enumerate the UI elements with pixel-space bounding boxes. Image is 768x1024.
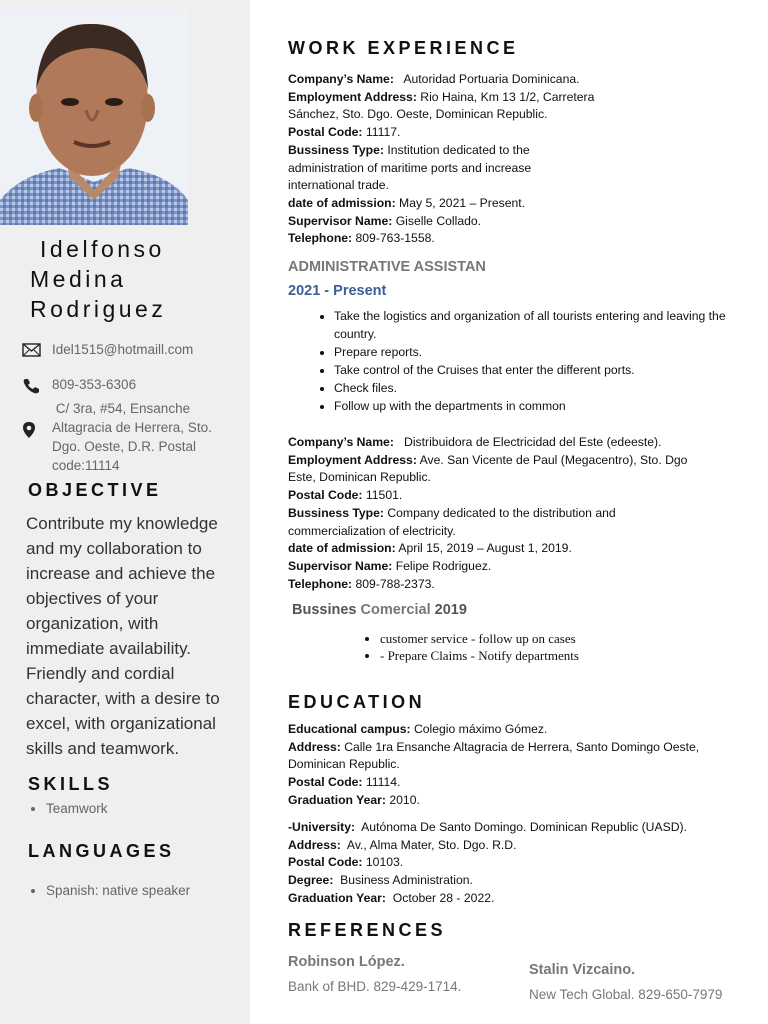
detail-line: date of admission: May 5, 2021 – Present. bbox=[288, 195, 526, 210]
list-item: • Teamwork bbox=[46, 801, 108, 816]
job-2-role: Bussines Comercial 2019 bbox=[292, 602, 467, 618]
list-item: • Spanish: native speaker bbox=[46, 883, 190, 898]
detail-line: Employment Address: Ave. San Vicente de Paul (Megacentro), Sto. Dgo bbox=[288, 452, 688, 467]
detail-line: international trade. bbox=[288, 178, 389, 193]
job-1-period: 2021 - Present bbox=[288, 283, 387, 299]
objective-heading: OBJECTIVE bbox=[28, 480, 162, 500]
address-line: code:11114 bbox=[52, 458, 120, 473]
list-item: • Take control of the Cruises that enter the different ports. bbox=[334, 361, 734, 379]
detail-line: Postal Code: 11114. bbox=[288, 775, 401, 790]
name-line-1: Idelfonso bbox=[40, 236, 165, 262]
languages-list bbox=[28, 883, 190, 898]
job-1-duties bbox=[312, 307, 734, 415]
detail-line: administration of maritime ports and increase bbox=[288, 160, 532, 175]
address-line: C/ 3ra, #54, Ensanche bbox=[52, 401, 191, 416]
university-details bbox=[288, 819, 728, 908]
detail-line: Bussiness Type: Institution dedicated to the bbox=[288, 142, 530, 157]
detail-line: Telephone: 809-788-2373. bbox=[288, 576, 435, 591]
address-text bbox=[52, 399, 212, 475]
job-1-details bbox=[288, 71, 728, 248]
detail-line: Employment Address: Rio Haina, Km 13 1/2, Carretera bbox=[288, 89, 595, 104]
envelope-icon bbox=[22, 342, 44, 363]
detail-line: Supervisor Name: Giselle Collado. bbox=[288, 213, 482, 228]
detail-line: Address: Calle 1ra Ensanche Altagracia de Herrera, Santo Domingo Oeste, bbox=[288, 739, 700, 754]
sidebar bbox=[0, 0, 250, 1024]
list-item: • Follow up with the departments in common bbox=[334, 397, 734, 415]
detail-line: Este, Dominican Republic. bbox=[288, 470, 431, 485]
reference-2-info: New Tech Global. 829-650-7979 bbox=[529, 987, 723, 1002]
detail-line: commercialization of electricity. bbox=[288, 523, 456, 538]
work-experience-heading: WORK EXPERIENCE bbox=[288, 38, 519, 58]
contact-email bbox=[22, 340, 193, 363]
detail-line: Postal Code: 11117. bbox=[288, 125, 401, 140]
education-heading: EDUCATION bbox=[288, 692, 426, 712]
list-item: • Check files. bbox=[334, 379, 734, 397]
list-item: • - Prepare Claims - Notify departments bbox=[380, 647, 579, 664]
full-name bbox=[30, 234, 245, 324]
job-2-duties bbox=[360, 630, 579, 664]
job-2-details bbox=[288, 434, 728, 593]
list-item: • customer service - follow up on cases bbox=[380, 630, 579, 647]
skills-list bbox=[28, 801, 108, 816]
location-pin-icon bbox=[22, 421, 44, 444]
detail-line: Telephone: 809-763-1558. bbox=[288, 231, 435, 246]
detail-line: Dominican Republic. bbox=[288, 757, 400, 772]
detail-line: Sánchez, Sto. Dgo. Oeste, Dominican Republic. bbox=[288, 107, 548, 122]
references-heading: REFERENCES bbox=[288, 920, 447, 940]
skills-heading: SKILLS bbox=[28, 774, 114, 794]
job-1-role: ADMINISTRATIVE ASSISTAN bbox=[288, 259, 486, 275]
detail-line: Company’s Name: Distribuidora de Electricidad del Este (edeeste). bbox=[288, 435, 662, 449]
detail-line: Graduation Year: October 28 - 2022. bbox=[288, 890, 495, 905]
list-item: • Prepare reports. bbox=[334, 343, 734, 361]
email-link[interactable]: Idel1515@hotmaill.com bbox=[52, 342, 194, 357]
contact-phone bbox=[22, 375, 136, 400]
profile-photo bbox=[0, 10, 188, 225]
detail-line: Postal Code: 10103. bbox=[288, 855, 404, 870]
languages-heading: LANGUAGES bbox=[28, 841, 175, 861]
phone-icon bbox=[22, 377, 44, 400]
detail-line: Postal Code: 11501. bbox=[288, 488, 403, 503]
detail-line: Degree: Business Administration. bbox=[288, 873, 473, 888]
name-line-3: Rodriguez bbox=[30, 296, 167, 322]
detail-line: Address: Av., Alma Mater, Sto. Dgo. R.D. bbox=[288, 837, 517, 852]
detail-line: Supervisor Name: Felipe Rodriguez. bbox=[288, 558, 492, 573]
detail-line: Bussiness Type: Company dedicated to the distribution and bbox=[288, 505, 616, 520]
detail-line: Company’s Name: Autoridad Portuaria Dominicana. bbox=[288, 72, 580, 86]
phone-number: 809-353-6306 bbox=[52, 377, 137, 392]
detail-line: Educational campus: Colegio máximo Gómez. bbox=[288, 722, 548, 736]
reference-1-info: Bank of BHD. 829-429-1714. bbox=[288, 979, 462, 994]
address-line: Dgo. Oeste, D.R. Postal bbox=[52, 439, 197, 454]
reference-2-name: Stalin Vizcaino. bbox=[529, 962, 636, 978]
reference-1-name: Robinson López. bbox=[288, 954, 405, 970]
detail-line: -University: Autónoma De Santo Domingo. Dominican Republic (UASD). bbox=[288, 820, 687, 834]
detail-line: date of admission: April 15, 2019 – August 1, 2019. bbox=[288, 541, 572, 556]
detail-line: Graduation Year: 2010. bbox=[288, 792, 420, 807]
school-details bbox=[288, 721, 728, 810]
list-item: • Take the logistics and organization of all tourists entering and leaving the country. bbox=[334, 307, 734, 343]
name-line-2: Medina bbox=[30, 266, 127, 292]
contact-address bbox=[22, 399, 212, 475]
objective-text: Contribute my knowledge and my collaboration to increase and achieve the objectives of your organization, with immediate availability. Friendly and cordial character, with a desire to excel, with organizational skills and teamwork. bbox=[26, 514, 220, 758]
address-line: Altagracia de Herrera, Sto. bbox=[52, 420, 212, 435]
